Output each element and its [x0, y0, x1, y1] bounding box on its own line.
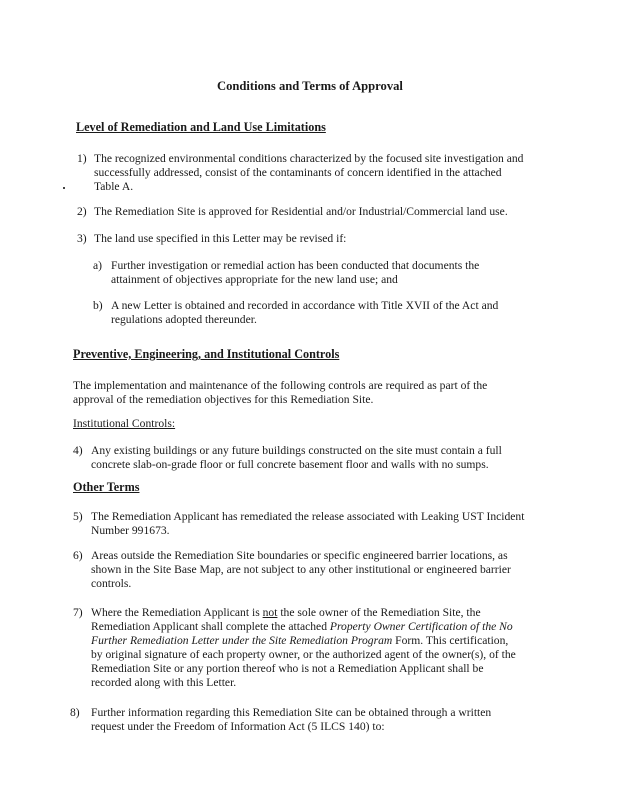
- item-number-2: 2): [77, 205, 87, 218]
- controls-paragraph-line-1: The implementation and maintenance of the following controls are required as part of the: [73, 379, 488, 392]
- item-3a-line-2: attainment of objectives appropriate for the new land use; and: [111, 273, 398, 286]
- item-number-5: 5): [73, 510, 83, 523]
- item-3-text: The land use specified in this Letter may be revised if:: [94, 232, 347, 245]
- item-7-line-3: Further Remediation Letter under the Site Remediation Program Form. This certification,: [91, 634, 509, 647]
- item-number-8: 8): [70, 706, 80, 719]
- item-8-line-1: Further information regarding this Remediation Site can be obtained through a written: [91, 706, 492, 719]
- item-5-line-1: The Remediation Applicant has remediated the release associated with Leaking UST Incident: [91, 510, 525, 523]
- section-heading-remediation: Level of Remediation and Land Use Limitations: [76, 120, 326, 134]
- scan-speck: [63, 187, 65, 189]
- item-3b-line-2: regulations adopted thereunder.: [111, 313, 257, 326]
- form-title-part-2: Further Remediation Letter under the Site Remediation Program: [91, 634, 393, 647]
- section-heading-other-terms: Other Terms: [73, 480, 140, 494]
- item-5-line-2: Number 991673.: [91, 524, 170, 537]
- item-1-line-2: successfully addressed, consist of the contaminants of concern identified in the attached: [94, 166, 502, 179]
- section-heading-controls: Preventive, Engineering, and Institutional Controls: [73, 347, 340, 361]
- item-number-4: 4): [73, 444, 83, 457]
- item-number-6: 6): [73, 549, 83, 562]
- controls-paragraph-line-2: approval of the remediation objectives for this Remediation Site.: [73, 393, 374, 406]
- item-7-line-2: Remediation Applicant shall complete the attached Property Owner Certification of the No: [91, 620, 513, 633]
- not-emphasis: not: [262, 606, 278, 619]
- item-7-line-4: by original signature of each property owner, or the authorized agent of the owner(s), of the: [91, 648, 516, 661]
- item-6-line-2: shown in the Site Base Map, are not subject to any other institutional or engineered barrier: [91, 563, 511, 576]
- item-1-line-3: Table A.: [94, 180, 134, 193]
- page-title: Conditions and Terms of Approval: [217, 79, 403, 93]
- item-6-line-1: Areas outside the Remediation Site boundaries or specific engineered barrier locations, as: [91, 549, 508, 562]
- item-3b-label: b): [93, 299, 103, 312]
- item-4-line-2: concrete slab-on-grade floor or full concrete basement floor and walls with no sumps.: [91, 458, 489, 471]
- item-7-line-1: Where the Remediation Applicant is not the sole owner of the Remediation Site, the: [91, 606, 481, 619]
- item-8-line-2: request under the Freedom of Information Act (5 ILCS 140) to:: [91, 720, 385, 733]
- item-7-line-6: recorded along with this Letter.: [91, 676, 237, 689]
- item-7-line-5: Remediation Site or any portion thereof who is not a Remediation Applicant shall be: [91, 662, 484, 675]
- item-number-1: 1): [77, 152, 87, 165]
- item-number-7: 7): [73, 606, 83, 619]
- item-3a-line-1: Further investigation or remedial action has been conducted that documents the: [111, 259, 480, 272]
- institutional-controls-subheading: Institutional Controls:: [73, 417, 176, 430]
- item-number-3: 3): [77, 232, 87, 245]
- item-3a-label: a): [93, 259, 103, 272]
- item-3b-line-1: A new Letter is obtained and recorded in accordance with Title XVII of the Act and: [111, 299, 499, 312]
- item-1-line-1: The recognized environmental conditions characterized by the focused site investigation and: [94, 152, 524, 165]
- form-title-part-1: Property Owner Certification of the No: [329, 620, 513, 633]
- item-6-line-3: controls.: [91, 577, 132, 590]
- item-2-text: The Remediation Site is approved for Residential and/or Industrial/Commercial land use.: [94, 205, 508, 218]
- item-4-line-1: Any existing buildings or any future buildings constructed on the site must contain a full: [91, 444, 502, 457]
